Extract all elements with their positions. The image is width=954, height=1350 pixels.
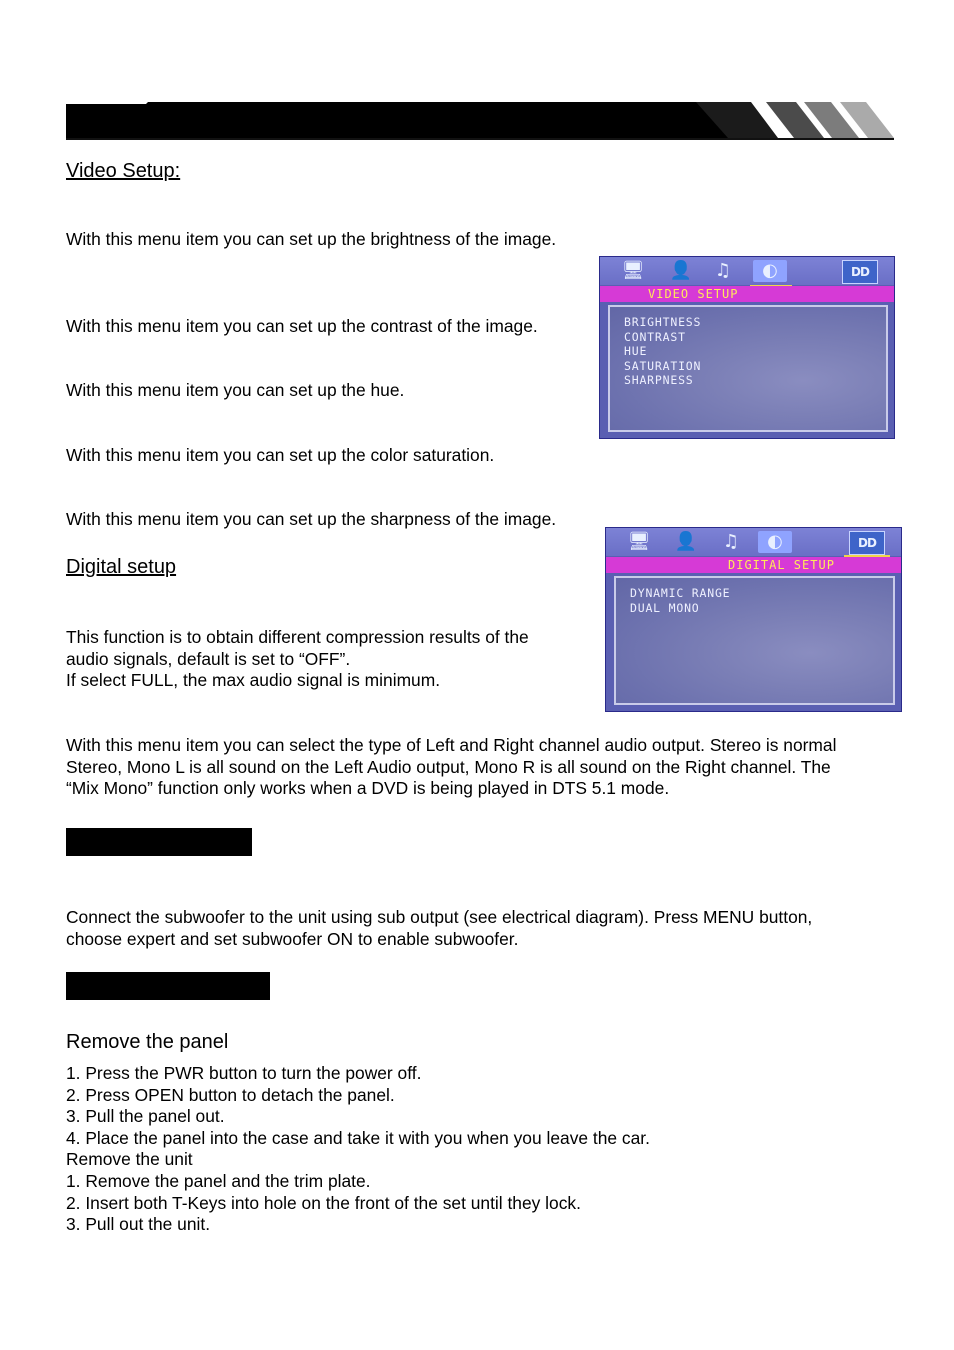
monitor-icon: 🖥 [627, 531, 651, 552]
removal-section-title-bar [66, 972, 270, 1000]
unit-step-3: 3. Pull out the unit. [66, 1214, 211, 1235]
color-disc-icon: ◐ [758, 531, 792, 553]
dual-mono-line-1: With this menu item you can select the type of Left and Right channel audio output. Stereo is normal [66, 735, 837, 755]
osd-item-hue[interactable]: HUE [624, 344, 648, 358]
subwoofer-line-1: Connect the subwoofer to the unit using sub output (see electrical diagram). Press MENU button, [66, 907, 813, 927]
dolby-icon: DD [842, 260, 878, 284]
user-icon: 👤 [669, 260, 693, 281]
music-note-icon: ♫ [714, 260, 732, 281]
color-disc-icon: ◐ [753, 260, 787, 282]
header-banner [66, 101, 894, 141]
osd-item-contrast[interactable]: CONTRAST [624, 329, 686, 344]
panel-step-4: 4. Place the panel into the case and take it with you when you leave the car. [66, 1127, 650, 1148]
osd-item-dual-mono[interactable]: DUAL MONO [630, 600, 700, 615]
osd-item-dynamic-range[interactable]: DYNAMIC RANGE [630, 586, 731, 600]
hue-description: With this menu item you can set up the hue. [66, 380, 405, 400]
compression-line-2: audio signals, default is set to “OFF”. [66, 648, 351, 669]
osd-menu-panel [608, 305, 888, 432]
digital-setup-osd-title: DIGITAL SETUP [728, 558, 835, 572]
panel-step-1: 1. Press the PWR button to turn the power off. [66, 1063, 422, 1083]
osd-titlebar [600, 286, 894, 302]
digital-setup-heading: Digital setup [66, 556, 177, 578]
osd-item-sharpness[interactable]: SHARPNESS [624, 373, 694, 387]
dual-mono-line-3: “Mix Mono” function only works when a DVD is being played in DTS 5.1 mode. [66, 778, 670, 799]
osd-menu-panel [614, 576, 895, 705]
subwoofer-section-title-bar [66, 828, 252, 856]
osd-icon-row [600, 257, 894, 285]
video-setup-heading: Video Setup: [66, 160, 181, 182]
remove-unit-heading: Remove the unit [66, 1149, 193, 1170]
subwoofer-line-2: choose expert and set subwoofer ON to enable subwoofer. [66, 928, 519, 949]
dual-mono-line-2: Stereo, Mono L is all sound on the Left Audio output, Mono R is all sound on the Right channel. The [66, 756, 831, 777]
osd-icon-row [606, 528, 901, 556]
osd-titlebar [606, 557, 901, 573]
digital-setup-osd-screenshot [605, 527, 902, 712]
compression-line-3: If select FULL, the max audio signal is minimum. [66, 670, 441, 691]
video-setup-osd-title: VIDEO SETUP [648, 287, 739, 301]
user-icon: 👤 [674, 531, 698, 552]
compression-line-1: This function is to obtain different compression results of the [66, 627, 529, 647]
osd-item-saturation[interactable]: SATURATION [624, 358, 702, 373]
remove-panel-heading: Remove the panel [66, 1031, 229, 1053]
panel-step-2: 2. Press OPEN button to detach the panel. [66, 1084, 395, 1105]
music-note-icon: ♫ [722, 531, 740, 552]
contrast-description: With this menu item you can set up the contrast of the image. [66, 316, 538, 336]
unit-step-2: 2. Insert both T-Keys into hole on the front of the set until they lock. [66, 1192, 581, 1213]
unit-step-1: 1. Remove the panel and the trim plate. [66, 1171, 371, 1191]
dolby-icon: DD [849, 531, 885, 555]
video-setup-osd-screenshot [599, 256, 895, 439]
brightness-description: With this menu item you can set up the brightness of the image. [66, 229, 557, 249]
osd-item-brightness[interactable]: BRIGHTNESS [624, 315, 702, 329]
sharpness-description: With this menu item you can set up the sharpness of the image. [66, 509, 557, 529]
saturation-description: With this menu item you can set up the color saturation. [66, 445, 495, 465]
monitor-icon: 🖥 [621, 260, 645, 281]
panel-step-3: 3. Pull the panel out. [66, 1106, 225, 1127]
